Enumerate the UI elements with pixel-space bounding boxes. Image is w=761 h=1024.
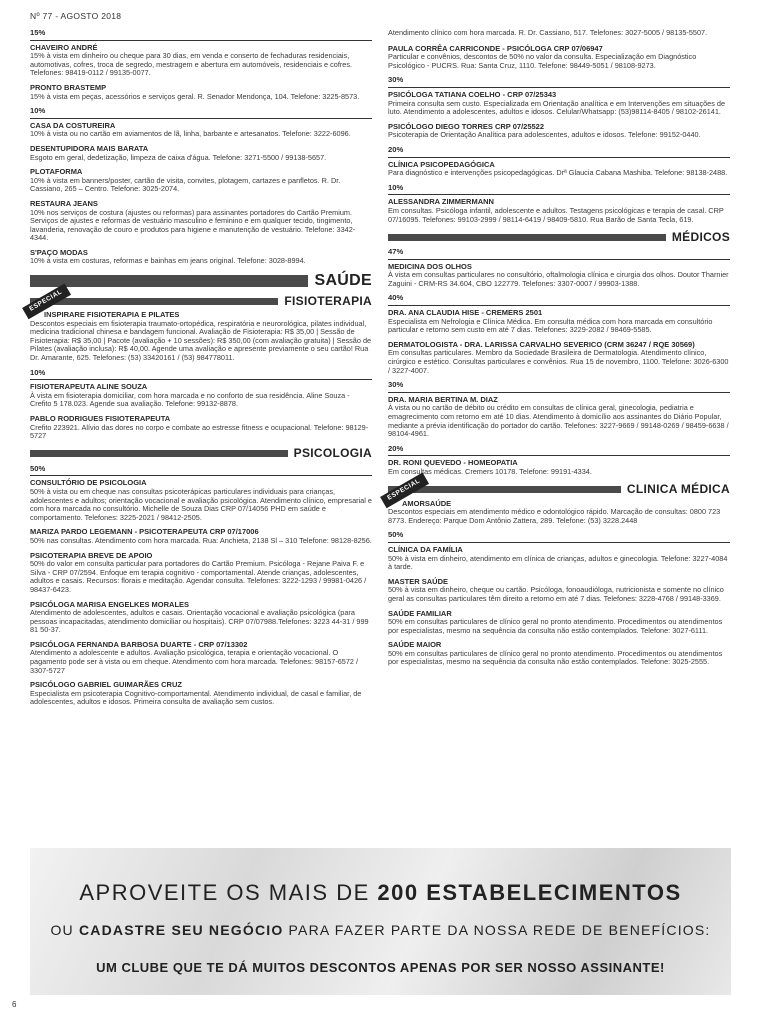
listing-name: SAÚDE FAMILIAR [388, 608, 452, 618]
listing-description: Atendimento a adolescente e adultos. Avaliação psicológica, terapia e orientação vocacional. O pagamento pode ser à vista ou em cheque. Atendimento com hora marcada. Telefones: 98157-6572 / 3307-5727 [30, 648, 359, 675]
discount-tier: 50% [388, 531, 730, 543]
listing [30, 44, 372, 78]
section-title: SAÚDE [314, 271, 372, 289]
listing-name: PRONTO BRASTEMP [30, 82, 107, 92]
discount-tier: 30% [388, 381, 730, 393]
subsection-header-psicologia [30, 447, 372, 461]
listing-description: Psicoterapia de Orientação Analítica para adolescentes, adultos e idosos. Telefone: 99152-0440. [388, 130, 701, 140]
listing [30, 415, 372, 441]
discount-tier: 50% [30, 465, 372, 477]
banner-line-1-emphasis: 200 ESTABELECIMENTOS [377, 880, 682, 905]
listing-name: CLÍNICA PSICOPEDAGÓGICA [388, 159, 495, 169]
listing-description: Atendimento de adolescentes, adultos e casais. Orientação vocacional e avaliação psicológica (para pessoas incapacitadas, atendimento domiciliar ou hospitais). CRP 07/07988.Telefones: 3223 44-31 / 999 81 50-37. [30, 608, 369, 635]
listing-name: DERMATOLOGISTA - DRA. LARISSA CARVALHO SEVERICO (CRM 36247 / RQE 30569) [388, 339, 695, 349]
listing-name: PSICÓLOGA TATIANA COELHO - CRP 07/25343 [388, 89, 557, 99]
listing-name: AMORSAÚDE [402, 498, 452, 508]
listing [30, 479, 372, 522]
listing-description: Especialista em psicoterapia Cognitivo-comportamental. Atendimento individual, de casal e familiar, de adolescentes, adultos e idosos. Primeira consulta de avaliação sem custos. [30, 688, 362, 707]
subsection-title: MÉDICOS [671, 229, 730, 244]
listing-description: À vista em consultas particulares no consultório, oftalmologia clínica e cirurgia dos olhos. Doutor Tharnier Zaguini - CRM-RS 34.604, CBO 122779. Telefones: 3307-0007 / 99903-1388. [388, 270, 729, 288]
listing-description: 50% em consultas particulares de clínico geral no pronto atendimento. Procedimentos ou atendimentos por especialistas, mesmo na sequência da consulta não estão contemplados. Telefone: 3027-6111. [388, 617, 723, 635]
listing-name: PSICÓLOGO GABRIEL GUIMARÃES CRUZ [30, 680, 182, 690]
subsection-header-clinica-medica [388, 483, 730, 497]
discount-tier: 10% [388, 184, 730, 196]
discount-tier: 30% [388, 76, 730, 88]
subsection-header-fisioterapia [30, 294, 372, 308]
listing [30, 249, 372, 266]
banner-line-2-text: OU [50, 922, 79, 938]
listing-description: Descontos especiais em atendimento médico e odontológico rápido. Marcação de consultas: 0800 723 8773. Endereço: Parque Dom Antônio Zattera, 289. Telefone: (53) 3228.2448 [388, 507, 721, 525]
subsection-title: FISIOTERAPIA [284, 293, 372, 308]
listing-description: 50% à vista em dinheiro, atendimento em clínica de crianças, adultos e ginecologia. Telefone: 3227-4084 à tarde. [388, 553, 728, 572]
listing-description: 10% à vista ou no cartão em aviamentos de lã, linha, barbante e artesanatos. Telefone: 3222-6096. [30, 129, 351, 139]
subsection-title: PSICOLOGIA [293, 446, 372, 461]
listing [388, 546, 730, 572]
discount-tier: 40% [388, 294, 730, 306]
listing [30, 528, 372, 545]
listing-name: ALESSANDRA ZIMMERMANN [388, 197, 494, 207]
listing-special [28, 288, 372, 363]
listing-description: 15% à vista em peças, acessórios e serviços geral. R. Senador Mendonça, 104. Telefone: 3225-8573. [30, 91, 360, 101]
listing-description: 50% à vista em dinheiro, cheque ou cartão. Psicóloga, fonoaudióloga, nutricionista e somente no clínico geral as consultas particulares têm direito a retorno em até 7 dias. Telefones: 3228-4768 / 99148-3369. [388, 585, 724, 603]
listing-description: 50% nas consultas. Atendimento com hora marcada. Rua: Anchieta, 2138 Sl – 310 Telefone: 98128-8256. [30, 535, 372, 545]
listing [30, 145, 372, 162]
listing-description: 50% à vista ou em cheque nas consultas psicoterápicas particulares individuais para crianças, adolescentes e adultos; orientação vocacional e avaliação psicológica. Atendimento clínico, empresarial e com hora marcada no consultório. Michelle de Souza Dias CRP 07/14056 PHD em saúde e comportamento. Telefones: 3225-2021 / 98412-2505. [30, 486, 372, 522]
page-number: 6 [12, 1000, 17, 1009]
listing-description: Para diagnóstico e intervenções psicopedagógicas. Drª Glaucia Cabana Mashiba. Telefone: 98138-2488. [388, 168, 728, 178]
listing-description: Esgoto em geral, dedetização, limpeza de caixa d'água. Telefone: 3271-5500 / 99138-5657. [30, 152, 327, 162]
right-column [388, 29, 730, 673]
section-bar-decoration [30, 275, 308, 287]
listing-description: Em consultas médicas. Cremers 10178. Telefone: 99191-4334. [388, 466, 592, 476]
listing-description: À vista em fisioterapia domiciliar, com hora marcada e no conforto de sua residência. Aline Souza - Crefito 5 178.023. Agende sua avaliação. Telefone: 99132-8878. [30, 390, 350, 409]
listing-name: PLOTAFORMA [30, 167, 83, 177]
listing [388, 123, 730, 140]
listing [30, 681, 372, 707]
listing [388, 161, 730, 178]
listing-name: DR. RONI QUEVEDO - HOMEOPATIA [388, 458, 518, 468]
listing [30, 84, 372, 101]
listing-name: SAÚDE MAIOR [388, 640, 442, 650]
listing-name: MEDICINA DOS OLHOS [388, 261, 472, 271]
listing-name: PSICÓLOGA MARISA ENGELKES MORALES [30, 599, 190, 609]
listing [388, 578, 730, 604]
discount-tier: 47% [388, 248, 730, 260]
banner-line-2-emphasis: CADASTRE SEU NEGÓCIO [78, 922, 284, 938]
listing-name: PSICÓLOGO DIEGO TORRES CRP 07/25522 [388, 121, 545, 131]
listing-description: Primeira consulta sem custo. Especializada em Orientação analítica e em Intervenções em situações de luto. Atendimento a adolescentes, adultos e idosos. Celular/Whatsapp: (53)98114-8405 / 98102-26141. [388, 98, 726, 117]
listing-description: 50% do valor em consulta particular para portadores do Cartão Premium. Psicóloga - Rejane Paiva F. e Silva - CRP 07/2594. Enfoque em terapia cognitivo - comportamental. Atende crianças, adolescentes, adultos e casais. Recursos: florais e meditação. Agendar consulta. Telefones: 3222-1293 / 99981-0426 / 98437-6423. [30, 559, 367, 594]
section-bar-decoration [30, 298, 278, 305]
listing-description: À vista ou no cartão de débito ou crédito em consultas de clínica geral, ginecologia, pediatria e emagrecimento com retorno em até 10 dias. Atendimento à domicílio aos assinantes do Diário Popular, mediante a prévia identificação do portador do cartão. Telefones: 3227-9669 / 99148-0269 / 98459-6638 / 98104-4961. [388, 403, 729, 439]
listing-name: FISIOTERAPEUTA ALINE SOUZA [30, 382, 148, 392]
discount-tier: 15% [30, 29, 372, 41]
listing [388, 641, 730, 667]
discount-tier: 10% [30, 107, 372, 119]
listing-name: DRA. MARIA BERTINA M. DIAZ [388, 394, 498, 404]
listing [30, 122, 372, 139]
discount-tier: 20% [388, 146, 730, 158]
issue-header: Nº 77 - AGOSTO 2018 [30, 11, 122, 21]
promo-banner [30, 848, 731, 995]
listing-description: Em consultas particulares. Membro da Sociedade Brasileira de Dermatologia. Atendimento clínico, cirúrgico e estético. Consultas particulares e convênios. Rua 15 de novembro, 1100. Telefone: 3026-6300 / 3227-4007. [388, 348, 729, 375]
banner-line-1 [30, 880, 731, 906]
listing [30, 383, 372, 409]
section-bar-decoration [30, 450, 288, 457]
listing [388, 610, 730, 636]
listing [30, 601, 372, 635]
listing-description: Crefito 223921. Alívio das dores no corpo e combate ao estresse fitness e ocupacional. Telefone: 98129-5727 [30, 422, 369, 441]
listing-name: MASTER SAÚDE [388, 576, 449, 586]
listing-name: INSPIRARE FISIOTERAPIA E PILATES [44, 310, 180, 320]
listing-name: RESTAURA JEANS [30, 198, 98, 208]
listing-name: PSICOTERAPIA BREVE DE APOIO [30, 550, 153, 560]
banner-line-2-tail: PARA FAZER PARTE DA NOSSA REDE DE BENEFÍCIOS: [283, 922, 711, 938]
listing-name: PSICÓLOGA FERNANDA BARBOSA DUARTE - CRP 07/13302 [30, 639, 248, 649]
special-badge: ESPECIAL [380, 472, 428, 507]
listing-description: 15% à vista em dinheiro ou cheque para 30 dias, em venda e conserto de fechaduras residenciais, automotivas, cofres, troca de segredo, mestragem e abertura em automóveis, residenciais e cofres. Telefones: 98419-0112 / 99135-0077. [30, 51, 353, 78]
listing [30, 552, 372, 595]
listing [388, 459, 730, 476]
listing [388, 263, 730, 289]
listing-description: Descontos especiais em fisioterapia traumato-ortopédica, respiratória e neurorológica, pilates individual, medicina tradicional chinesa e bandagem funcional. Avaliação de Fisioterapia: R$ 35,00 | Sessão de Fisioterapia: R$ 35,00 | Pacote (avaliação + 10 sessões): R$ 350,00 (com avaliação gratuita) | Sessão de Pilates (avaliação inclusa): R$ 40,00. Agende uma avaliação e apresente previamente o seu cartão! Rua Dr. Amarante, 625. Telefones: (53) 33420161 / (53) 984778011. [30, 318, 372, 363]
listing-description-continued: Atendimento clínico com hora marcada. R. Dr. Cassiano, 517. Telefones: 3027-5005 / 98135-5507. [388, 28, 708, 37]
listing [388, 309, 730, 335]
listing [30, 200, 372, 243]
listing-name: PABLO RODRIGUES FISIOTERAPEUTA [30, 414, 171, 423]
listing [388, 45, 730, 71]
listing-name: CONSULTÓRIO DE PSICOLOGIA [30, 478, 147, 488]
subsection-title: CLINICA MÉDICA [626, 482, 730, 497]
listing [388, 341, 730, 375]
listing-name: CASA DA COSTUREIRA [30, 120, 116, 130]
listing [388, 198, 730, 224]
listing-description: 10% nos serviços de costura (ajustes ou reformas) para assinantes portadores do Cartão Premium. Serviços de ajustes e reformas de vestuário masculino e feminino e em qualquer tecido, tingimento, lavanderia, renovação de couro e produtos para higiene e manutenção de vestuário. Telefone: 3342-4344. [30, 207, 356, 243]
listing-description: 10% à vista em costuras, reformas e bainhas em jeans original. Telefone: 3028-8994. [30, 256, 306, 266]
discount-tier: 20% [388, 445, 730, 457]
section-header-saude [30, 272, 372, 290]
listing-name: CHAVEIRO ANDRÉ [30, 42, 98, 52]
banner-line-2 [30, 922, 731, 938]
section-bar-decoration [388, 234, 666, 241]
listing-description: Especialista em Nefrologia e Clínica Médica. Em consulta médica com hora marcada em consultório particular e retorno sem custo em até 7 dias. Telefones: 3229-2082 / 98469-5585. [388, 316, 713, 335]
listing-description: Particular e convênios, descontos de 50% no valor da consulta. Especialização em Diagnóstico Psicológico - PUCRS. Rua: Santa Cruz, 1110. Telefone: 98449-5051 / 98108-9273. [388, 52, 697, 70]
subsection-header-medicos [388, 230, 730, 244]
listing [30, 168, 372, 194]
special-badge: ESPECIAL [22, 284, 70, 319]
listing-name: DESENTUPIDORA MAIS BARATA [30, 143, 149, 153]
left-column [30, 25, 372, 713]
listing-description: 10% à vista em banners/poster, cartão de visita, convites, plotagem, cartazes e panfletos. R. Dr. Cassiano, 265 – Centro. Telefone: 3025-2074. [30, 175, 341, 194]
listing [30, 641, 372, 675]
listing-name: PAULA CORRÊA CARRICONDE - PSICÓLOGA CRP 07/06947 [388, 43, 603, 53]
listing-name: DRA. ANA CLAUDIA HISE - CREMERS 2501 [388, 308, 543, 318]
listing-name: S'PAÇO MODAS [30, 247, 88, 257]
banner-line-1-text: APROVEITE OS MAIS DE [79, 880, 378, 905]
listing-description: 50% em consultas particulares de clínico geral no pronto atendimento. Procedimentos ou atendimentos por especialistas, mesmo na sequência da consulta não estão contemplados. Telefone: 3025-2555. [388, 648, 723, 667]
discount-tier: 10% [30, 369, 372, 381]
listing-name: CLÍNICA DA FAMÍLIA [388, 544, 463, 554]
listing [388, 396, 730, 439]
banner-line-3: UM CLUBE QUE TE DÁ MUITOS DESCONTOS APENAS POR SER NOSSO ASSINANTE! [96, 960, 665, 975]
listing-description: Em consultas. Psicóloga infantil, adolescente e adultos. Testagens psicológicas e terapia de casal. CRP 07/16095. Telefones: 99103-2999 / 98114-6419 / 98409-5810. Rua Barão de Santa Tecla, 619. [388, 205, 724, 224]
section-bar-decoration [388, 486, 621, 493]
listing [388, 91, 730, 117]
listing-name: MARIZA PARDO LEGEMANN - PSICOTERAPEUTA CRP 07/17006 [30, 527, 259, 537]
